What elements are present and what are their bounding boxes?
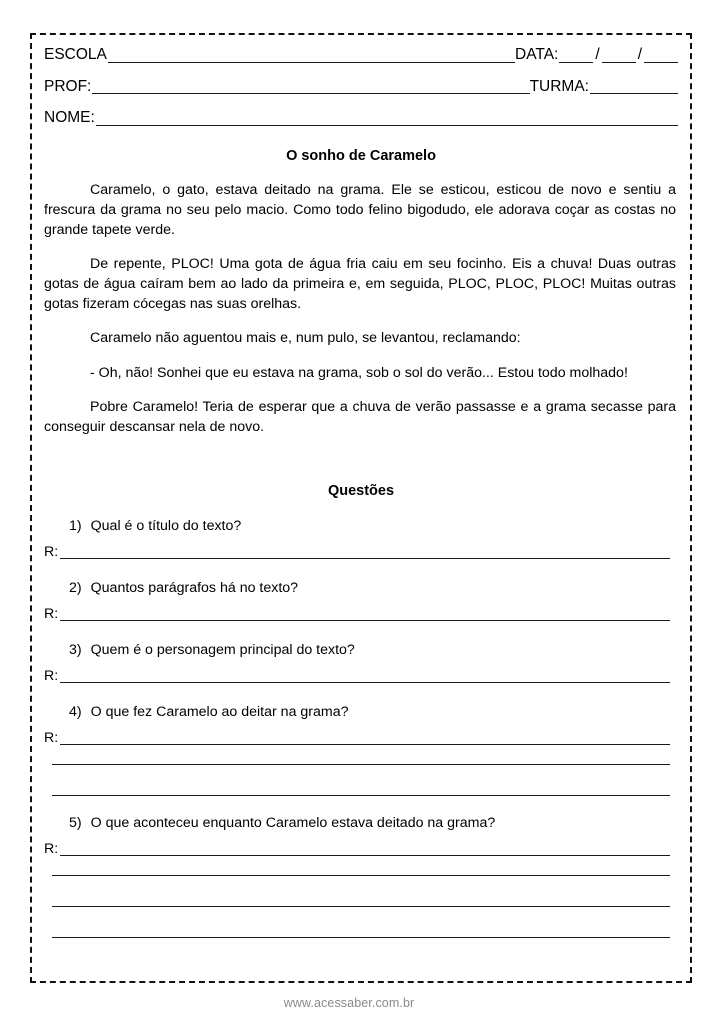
answer-continuation-line[interactable] bbox=[52, 863, 670, 876]
answer-label: R: bbox=[44, 543, 59, 560]
story-section bbox=[44, 148, 678, 438]
story-paragraph-4: - Oh, não! Sonhei que eu estava na grama, sob o sol do verão... Estou todo molhado! bbox=[90, 364, 628, 381]
prof-label: PROF: bbox=[44, 77, 92, 95]
nome-input-line[interactable] bbox=[96, 113, 678, 126]
question-item bbox=[44, 641, 678, 661]
question-text: Quem é o personagem principal do texto? bbox=[90, 642, 355, 659]
story-title: O sonho de Caramelo bbox=[286, 147, 436, 164]
date-separator-1: / bbox=[595, 46, 600, 63]
question-text: Quantos parágrafos há no texto? bbox=[90, 580, 299, 597]
answer-input-line[interactable] bbox=[60, 670, 670, 683]
question-item bbox=[44, 703, 678, 723]
answer-continuation-line[interactable] bbox=[52, 783, 670, 796]
question-text: O que fez Caramelo ao deitar na grama? bbox=[90, 704, 349, 721]
escola-label: ESCOLA bbox=[44, 46, 107, 63]
question-number: 3) bbox=[69, 642, 82, 659]
story-paragraph-2: De repente, PLOC! Uma gota de água fria caiu em seu focinho. Eis a chuva! Duas outras gotas de água caíram bem ao lado da primeira e, em seguida, PLOC, PLOC, PLOC! Muitas outras gotas fizeram cócegas nas suas orelhas. bbox=[44, 255, 676, 313]
answer-row bbox=[44, 669, 678, 683]
nome-row bbox=[44, 110, 678, 126]
answer-label: R: bbox=[44, 730, 59, 747]
date-month-input-line[interactable] bbox=[602, 50, 636, 63]
question-number: 2) bbox=[69, 580, 82, 597]
answer-row bbox=[44, 731, 678, 745]
page-footer bbox=[0, 996, 724, 1010]
question-spacer bbox=[44, 690, 678, 703]
answer-continuation-line[interactable] bbox=[52, 752, 670, 765]
turma-label: TURMA: bbox=[529, 77, 589, 95]
questions-heading: Questões bbox=[327, 483, 395, 500]
date-year-input-line[interactable] bbox=[644, 50, 678, 63]
answer-row bbox=[44, 545, 678, 559]
nome-label: NOME: bbox=[44, 109, 95, 126]
answer-label: R: bbox=[44, 841, 59, 858]
data-label: DATA: bbox=[515, 46, 559, 63]
answer-row bbox=[44, 607, 678, 621]
escola-input-line[interactable] bbox=[108, 50, 515, 63]
worksheet-content bbox=[32, 35, 690, 981]
story-paragraph-5: Pobre Caramelo! Teria de esperar que a chuva de verão passasse e a grama secasse para conseguir descansar nela de novo. bbox=[44, 398, 676, 435]
student-identification-header bbox=[44, 43, 678, 126]
answer-input-line[interactable] bbox=[60, 732, 670, 745]
answer-continuation-line[interactable] bbox=[52, 894, 670, 907]
prof-turma-row bbox=[44, 79, 678, 95]
answer-input-line[interactable] bbox=[60, 546, 670, 559]
answer-row bbox=[44, 842, 678, 856]
question-item bbox=[44, 579, 678, 599]
worksheet-page bbox=[30, 33, 692, 983]
questions-section bbox=[44, 483, 678, 938]
answer-input-line[interactable] bbox=[60, 843, 670, 856]
question-number: 4) bbox=[69, 704, 82, 721]
escola-data-row bbox=[44, 47, 678, 63]
question-text: Qual é o título do texto? bbox=[90, 518, 242, 535]
answer-label: R: bbox=[44, 606, 59, 623]
question-item bbox=[44, 814, 678, 834]
story-paragraph-3: Caramelo não aguentou mais e, num pulo, se levantou, reclamando: bbox=[90, 330, 521, 347]
answer-continuation-line[interactable] bbox=[52, 925, 670, 938]
story-paragraph-1: Caramelo, o gato, estava deitado na grama. Ele se esticou, esticou de novo e sentiu a frescura da grama no seu pelo macio. Como todo felino bigodudo, ele adorava coçar as costas no grande tapete verde. bbox=[44, 181, 676, 238]
website-url[interactable]: www.acessaber.com.br bbox=[283, 996, 415, 1010]
prof-input-line[interactable] bbox=[92, 81, 529, 94]
question-item bbox=[44, 517, 678, 537]
answer-input-line[interactable] bbox=[60, 608, 670, 621]
date-day-input-line[interactable] bbox=[559, 50, 593, 63]
question-number: 1) bbox=[69, 518, 82, 535]
question-text: O que aconteceu enquanto Caramelo estava deitado na grama? bbox=[90, 815, 496, 832]
answer-label: R: bbox=[44, 668, 59, 685]
date-separator-2: / bbox=[637, 46, 642, 63]
turma-input-line[interactable] bbox=[590, 81, 678, 94]
question-spacer bbox=[44, 628, 678, 641]
question-number: 5) bbox=[69, 815, 82, 832]
question-spacer bbox=[44, 566, 678, 579]
